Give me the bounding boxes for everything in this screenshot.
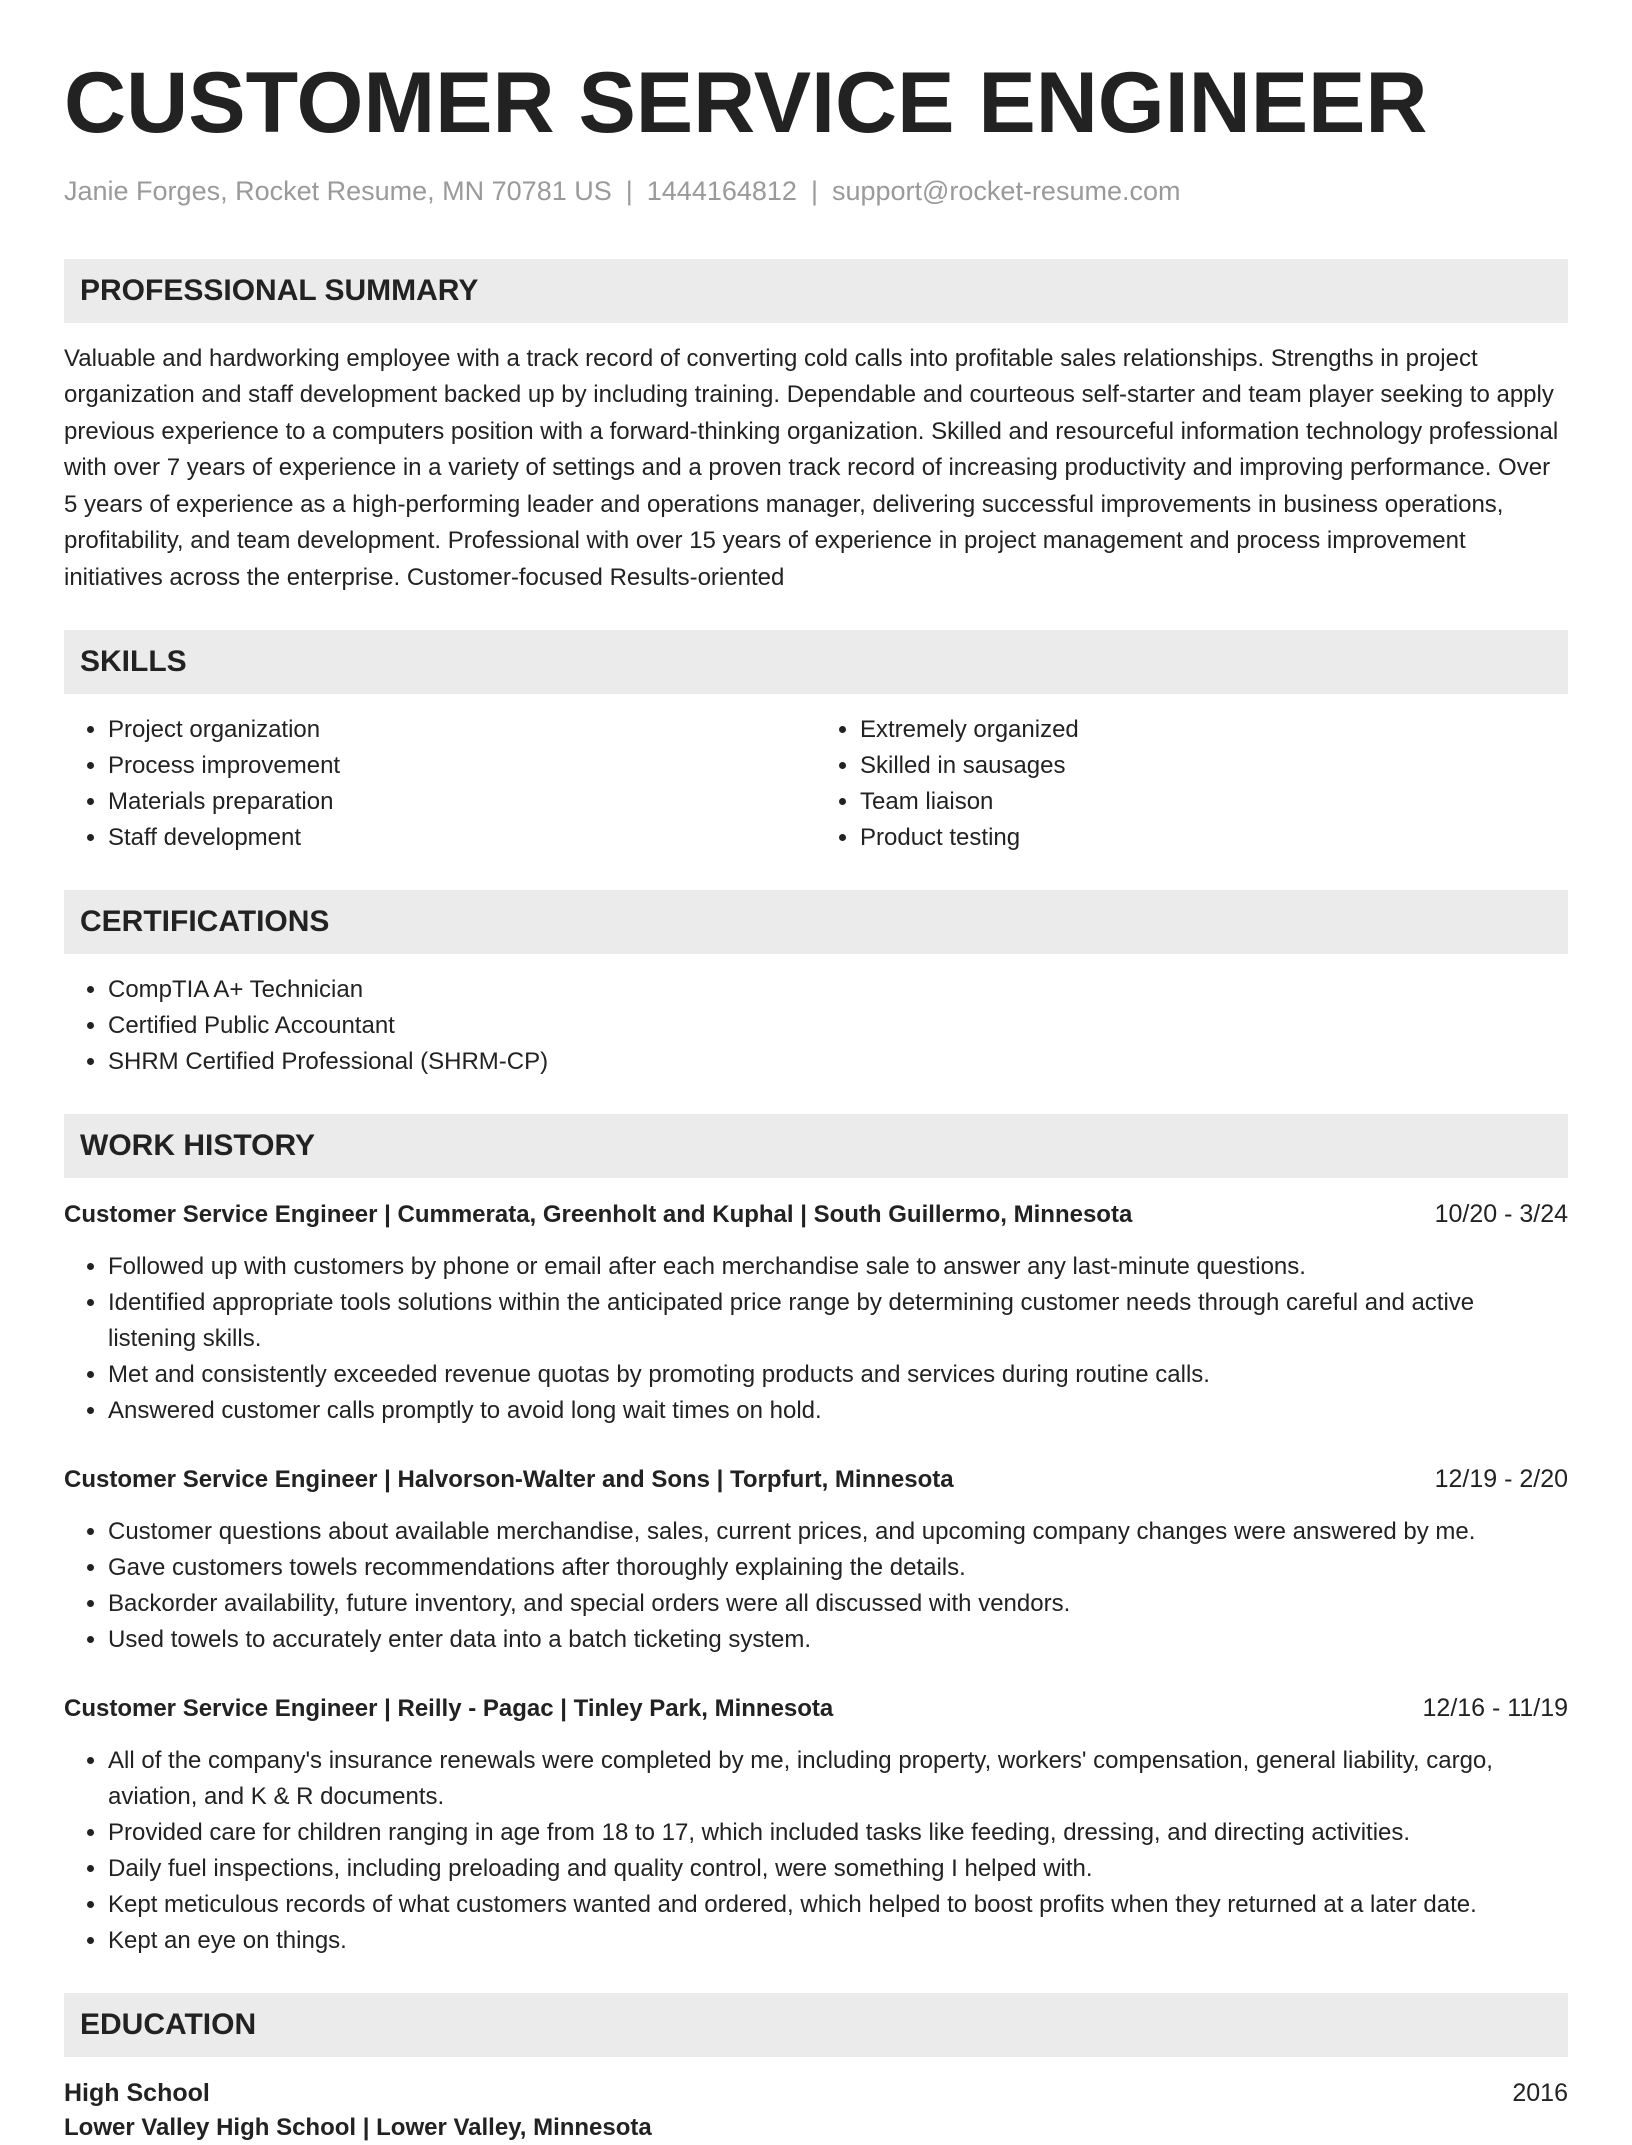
skill-item: • Skilled in sausages bbox=[860, 748, 1568, 784]
skill-item: • Materials preparation bbox=[108, 784, 816, 820]
resume-title: CUSTOMER SERVICE ENGINEER bbox=[64, 55, 1428, 151]
summary-text: Valuable and hardworking employee with a track record of converting cold calls into profitable sales relationships. Strengths in project organization and staff development backed up by including training. Dependable and courteous self-starter and team player seeking to apply previous experience to a computers position with a forward-thinking organization. Skilled and resourceful information technology professional with over 7 years of experience in a variety of settings and a proven track record of increasing productivity and improving performance. Over 5 years of experience as a high-performing leader and operations manager, delivering successful improvements in business operations, profitability, and team development. Professional with over 15 years of experience in project management and process improvement initiatives across the enterprise. Customer-focused Results-oriented bbox=[64, 344, 1559, 591]
education-school: Lower Valley High School | Lower Valley, Minnesota bbox=[64, 2114, 652, 2142]
job-heading: Customer Service Engineer | Halvorson-Walter and Sons | Torpfurt, Minnesota bbox=[64, 1466, 954, 1494]
certification-item: • Certified Public Accountant bbox=[108, 1008, 1568, 1044]
job-bullets bbox=[64, 1249, 1568, 1429]
job-bullet: • Identified appropriate tools solutions within the anticipated price range by determining customer needs through careful and active listening skills. bbox=[108, 1285, 1568, 1357]
contact-separator: | bbox=[625, 175, 633, 206]
summary-section bbox=[64, 259, 1568, 597]
education-degree: High School bbox=[64, 2079, 210, 2108]
job-entry bbox=[64, 1690, 1568, 1959]
contact-address: Janie Forges, Rocket Resume, MN 70781 US bbox=[64, 175, 612, 206]
job-dates: 12/19 - 2/20 bbox=[1434, 1465, 1568, 1494]
skill-item: • Team liaison bbox=[860, 784, 1568, 820]
job-bullet: • Kept an eye on things. bbox=[108, 1923, 1568, 1959]
job-bullet: • Gave customers towels recommendations after thoroughly explaining the details. bbox=[108, 1550, 1568, 1586]
skill-item: • Extremely organized bbox=[860, 712, 1568, 748]
education-heading: EDUCATION bbox=[64, 1993, 1568, 2057]
certifications-list bbox=[64, 972, 1568, 1080]
job-bullet: • Daily fuel inspections, including preloading and quality control, were something I helped with. bbox=[108, 1851, 1568, 1887]
contact-separator: | bbox=[810, 175, 818, 206]
certifications-heading: CERTIFICATIONS bbox=[64, 890, 1568, 954]
education-section bbox=[64, 1993, 1568, 2145]
skill-item: • Staff development bbox=[108, 820, 816, 856]
summary-heading: PROFESSIONAL SUMMARY bbox=[64, 259, 1568, 323]
contact-line bbox=[64, 175, 1568, 207]
skill-item: • Product testing bbox=[860, 820, 1568, 856]
skills-heading: SKILLS bbox=[64, 630, 1568, 694]
job-dates: 10/20 - 3/24 bbox=[1434, 1200, 1568, 1229]
job-bullet: • Provided care for children ranging in age from 18 to 17, which included tasks like feeding, dressing, and directing activities. bbox=[108, 1815, 1568, 1851]
job-entry bbox=[64, 1196, 1568, 1429]
certifications-section bbox=[64, 890, 1568, 1080]
skills-grid bbox=[64, 712, 1568, 856]
job-heading: Customer Service Engineer | Cummerata, Greenholt and Kuphal | South Guillermo, Minnesota bbox=[64, 1201, 1133, 1229]
job-bullet: • Met and consistently exceeded revenue quotas by promoting products and services during routine calls. bbox=[108, 1357, 1568, 1393]
education-year: 2016 bbox=[1512, 2079, 1568, 2108]
contact-phone: 1444164812 bbox=[646, 175, 797, 206]
job-bullet: • Used towels to accurately enter data into a batch ticketing system. bbox=[108, 1622, 1568, 1658]
education-header bbox=[64, 2075, 1568, 2111]
work-history-section bbox=[64, 1114, 1568, 1959]
skills-section bbox=[64, 630, 1568, 856]
job-bullet: • Followed up with customers by phone or email after each merchandise sale to answer any last-minute questions. bbox=[108, 1249, 1568, 1285]
job-bullet: • All of the company's insurance renewals were completed by me, including property, workers' compensation, general liability, cargo, aviation, and K & R documents. bbox=[108, 1743, 1568, 1815]
job-bullets bbox=[64, 1514, 1568, 1658]
skills-list-left bbox=[64, 712, 816, 856]
contact-email: support@rocket-resume.com bbox=[831, 175, 1181, 206]
job-entry bbox=[64, 1461, 1568, 1658]
job-bullets bbox=[64, 1743, 1568, 1959]
job-header bbox=[64, 1461, 1568, 1498]
job-bullet: • Backorder availability, future inventory, and special orders were all discussed with vendors. bbox=[108, 1586, 1568, 1622]
job-header bbox=[64, 1690, 1568, 1727]
job-bullet: • Answered customer calls promptly to avoid long wait times on hold. bbox=[108, 1393, 1568, 1429]
work-history-heading: WORK HISTORY bbox=[64, 1114, 1568, 1178]
job-dates: 12/16 - 11/19 bbox=[1422, 1694, 1568, 1723]
skills-list-right bbox=[816, 712, 1568, 856]
certification-item: • SHRM Certified Professional (SHRM-CP) bbox=[108, 1044, 1568, 1080]
certification-item: • CompTIA A+ Technician bbox=[108, 972, 1568, 1008]
job-bullet: • Customer questions about available merchandise, sales, current prices, and upcoming company changes were answered by me. bbox=[108, 1514, 1568, 1550]
job-header bbox=[64, 1196, 1568, 1233]
skill-item: • Project organization bbox=[108, 712, 816, 748]
job-heading: Customer Service Engineer | Reilly - Pagac | Tinley Park, Minnesota bbox=[64, 1695, 834, 1723]
job-bullet: • Kept meticulous records of what customers wanted and ordered, which helped to boost profits when they returned at a later date. bbox=[108, 1887, 1568, 1923]
skill-item: • Process improvement bbox=[108, 748, 816, 784]
